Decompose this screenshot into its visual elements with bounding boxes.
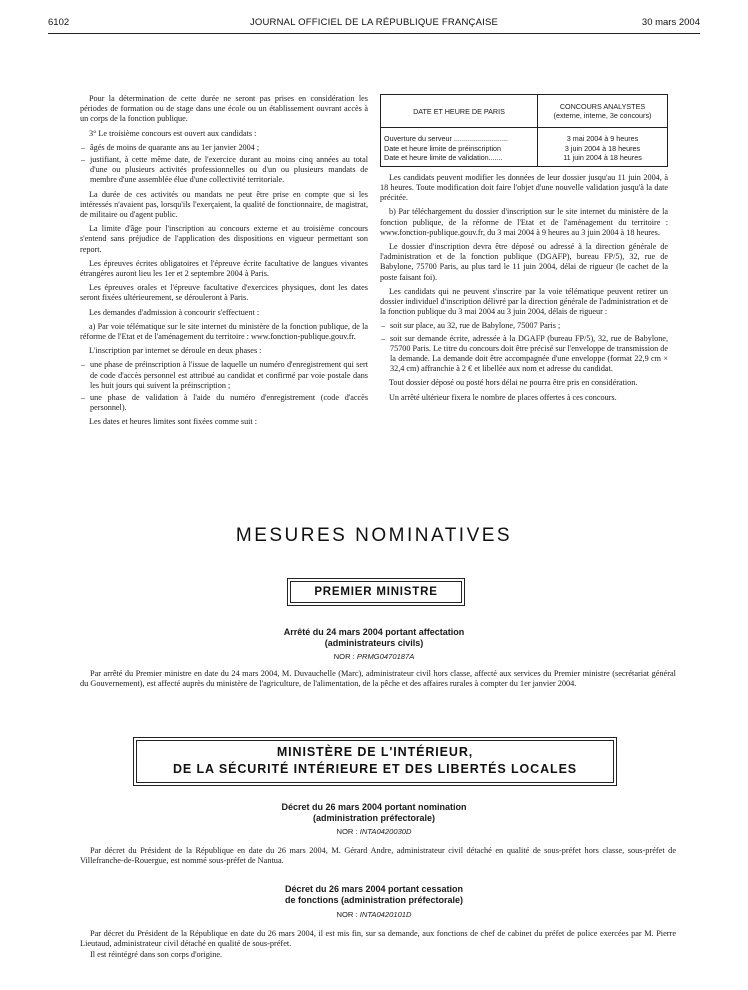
header-rule xyxy=(48,33,700,34)
condition-list xyxy=(80,143,368,186)
nor-label: NOR : xyxy=(333,652,355,661)
paragraph: Pour la détermination de cette durée ne seront pas prises en considération les périodes de formation ou de stage dans une école ou un établissement ouvrant accès à un corps de la fonction publique. xyxy=(80,94,368,124)
decree-body xyxy=(80,929,676,960)
table-cell-value: 11 juin 2004 à 18 heures xyxy=(538,153,668,166)
decree-title xyxy=(0,884,748,905)
paragraph: Il est réintégré dans son corps d'origine. xyxy=(90,949,223,959)
list-item: – soit sur place, au 32, rue de Babylone, 75007 Paris ; xyxy=(380,321,668,331)
table-header-concours xyxy=(538,95,668,128)
phase-list xyxy=(80,360,368,413)
paragraph: Les candidats peuvent modifier les données de leur dossier jusqu'au 11 juin 2004, à 18 heures. Toute modification doit faire l'objet d'une nouvelle validation jusqu'à la date précitée. xyxy=(380,172,668,203)
paragraph: La limite d'âge pour l'inscription au concours externe et au troisième concours s'entend sans préjudice de l'application des dispositions en vigueur permettant son report. xyxy=(80,224,368,254)
table-header-concours-title: CONCOURS ANALYSTES xyxy=(559,102,646,111)
table-row xyxy=(381,153,668,166)
decree-title xyxy=(0,802,748,823)
paragraph: Par décret du Président de la République en date du 26 mars 2004, M. Gérard Andre, administrateur civil détaché en qualité de sous-préfet hors classe, sous-préfet de Villefranche-de-Rouergue, est nommé sous-préfet de Nantua. xyxy=(80,846,676,866)
issue-date: 30 mars 2004 xyxy=(641,17,700,28)
table-cell-label: Date et heure limite de validation....... xyxy=(381,153,538,166)
nor-code: INTA0420101D xyxy=(359,910,412,919)
decree-body xyxy=(80,846,676,867)
table-cell-value: 3 juin 2004 à 18 heures xyxy=(538,144,668,154)
nor-label: NOR : xyxy=(336,910,358,919)
table-cell-label: Ouverture du serveur ........................... xyxy=(381,134,538,144)
paragraph: Le dossier d'inscription devra être déposé ou adressé à la direction générale de l'administration et de la fonction publique (DGAFP), bureau FP/5), 32, rue de Babylone, 75700 Paris, au plus tard le 11 juin 2004, délai de rigueur (le cachet de la poste faisant foi). xyxy=(380,242,668,282)
paragraph: Les candidats qui ne peuvent s'inscrire par la voie télématique peuvent retirer un dossier individuel d'inscription délivré par la direction générale de l'administration et de la fonction publique du 3 mai 2004 au 3 juin 2004, délais de rigueur : xyxy=(380,286,668,317)
act-title-line: Arrêté du 24 mars 2004 portant affectation xyxy=(283,627,465,637)
page-number: 6102 xyxy=(48,17,70,28)
right-column xyxy=(380,94,668,407)
nor-code: INTA0420030D xyxy=(359,827,412,836)
nor-reference xyxy=(0,652,748,661)
left-column xyxy=(80,94,368,432)
act-title xyxy=(0,627,748,648)
ministry-box-premier-ministre: PREMIER MINISTRE xyxy=(290,581,462,603)
table-row xyxy=(381,144,668,154)
list-item: – une phase de validation à l'aide du numéro d'enregistrement (code d'accès personnel). xyxy=(80,393,368,413)
decree-title-line: de fonctions (administration préfectorale) xyxy=(284,894,464,905)
list-item: – justifiant, à cette même date, de l'exercice durant au moins cinq années au total d'une ou plusieurs activités professionnelles ou d'un ou plusieurs mandats de membre d'une assemblée élue d'une collectivité territoriale. xyxy=(80,155,368,186)
table-cell-label: Date et heure limite de préinscription xyxy=(381,144,538,154)
paragraph: Les épreuves écrites obligatoires et l'épreuve écrite facultative de langues vivantes étrangères auront lieu les 1er et 2 septembre 2004 à Paris. xyxy=(80,258,368,279)
dates-table xyxy=(380,94,668,167)
paragraph: Par arrêté du Premier ministre en date du 24 mars 2004, M. Duvauchelle (Marc), administrateur civil hors classe, affecté aux services du Premier ministre (secrétariat général du Gouvernement), est affecté auprès du ministère de l'agriculture, de l'alimentation, de la pêche et des affaires rurales à compter du 1er janvier 2004. xyxy=(80,669,676,689)
table-row xyxy=(381,134,668,144)
paragraph: b) Par téléchargement du dossier d'inscription sur le site internet du ministère de la fonction publique, de la réforme de l'Etat et de l'aménagement du territoire : www.fonction-publique.gouv.fr, du 3 mai 2004 à 9 heures au 3 juin 2004 à 18 heures. xyxy=(380,207,668,237)
nor-reference xyxy=(0,910,748,919)
nor-label: NOR : xyxy=(336,827,358,836)
list-item: – soit sur demande écrite, adressée à la DGAFP (bureau FP/5), 32, rue de Babylone, 75700 Paris. Le titre du concours doit être précisé sur l'enveloppe de transmission de la demande. La demande doit être accompagnée d'une enveloppe (format 22,9 cm × 32,4 cm) affranchie à 2 € et libellée aux nom et adresse du candidat. xyxy=(380,334,668,375)
table-cell-value: 3 mai 2004 à 9 heures xyxy=(538,134,668,144)
ministry-box-interieur xyxy=(136,740,614,783)
list-item: – âgés de moins de quarante ans au 1er janvier 2004 ; xyxy=(80,143,368,153)
paragraph: a) Par voie télématique sur le site internet du ministère de la fonction publique, de la réforme de l'Etat et de l'aménagement du territoire : www.fonction-publique.gouv.fr. xyxy=(80,321,368,342)
list-item: – une phase de préinscription à l'issue de laquelle un numéro d'enregistrement qui sert de code d'accès personnel est attribué au candidat et confirmé par voie postale dans les huit jours qui suivent la préinscription ; xyxy=(80,360,368,391)
table-header-date: DATE ET HEURE DE PARIS xyxy=(381,95,538,128)
paragraph: La durée de ces activités ou mandats ne peut être prise en compte que si les intéressés n'avaient pas, lorsqu'ils l'exerçaient, la qualité de fonctionnaire, de magistrat, de militaire ou d'agent public. xyxy=(80,189,368,220)
ministry-title-line: MINISTÈRE DE L'INTÉRIEUR, xyxy=(276,745,474,759)
paragraph: Les épreuves orales et l'épreuve facultative d'exercices physiques, dont les dates seront fixées ultérieurement, se dérouleront à Paris. xyxy=(80,283,368,303)
section-title: MESURES NOMINATIVES xyxy=(235,525,513,546)
nor-reference xyxy=(0,827,748,836)
paragraph: Tout dossier déposé ou posté hors délai ne pourra être pris en considération. xyxy=(389,378,638,388)
withdrawal-list xyxy=(380,321,668,374)
decree-title-line: Décret du 26 mars 2004 portant nomination xyxy=(281,802,467,812)
act-body xyxy=(80,669,676,690)
paragraph: Les demandes d'admission à concourir s'effectuent : xyxy=(89,307,260,317)
act-title-line: (administrateurs civils) xyxy=(324,637,424,648)
ministry-title-line: DE LA SÉCURITÉ INTÉRIEURE ET DES LIBERTÉS LOCALES xyxy=(172,762,578,776)
running-header xyxy=(48,17,700,31)
decree-title-line: (administration préfectorale) xyxy=(312,812,436,823)
table-header-concours-sub: (externe, interne, 3e concours) xyxy=(553,111,652,120)
journal-title: JOURNAL OFFICIEL DE LA RÉPUBLIQUE FRANÇAISE xyxy=(249,17,499,28)
nor-code: PRMG0470187A xyxy=(356,652,415,661)
paragraph: Par décret du Président de la République en date du 26 mars 2004, il est mis fin, sur sa demande, aux fonctions de chef de cabinet du préfet de police exercées par M. Pierre Lieutaud, administrateur civil détaché en qualité de sous-préfet. xyxy=(80,929,676,949)
paragraph: Les dates et heures limites sont fixées comme suit : xyxy=(89,417,258,427)
decree-title-line: Décret du 26 mars 2004 portant cessation xyxy=(284,884,464,894)
paragraph: 3° Le troisième concours est ouvert aux candidats : xyxy=(89,128,257,138)
paragraph: Un arrêté ultérieur fixera le nombre de places offertes à ces concours. xyxy=(389,392,617,402)
paragraph: L'inscription par internet se déroule en deux phases : xyxy=(89,346,262,356)
